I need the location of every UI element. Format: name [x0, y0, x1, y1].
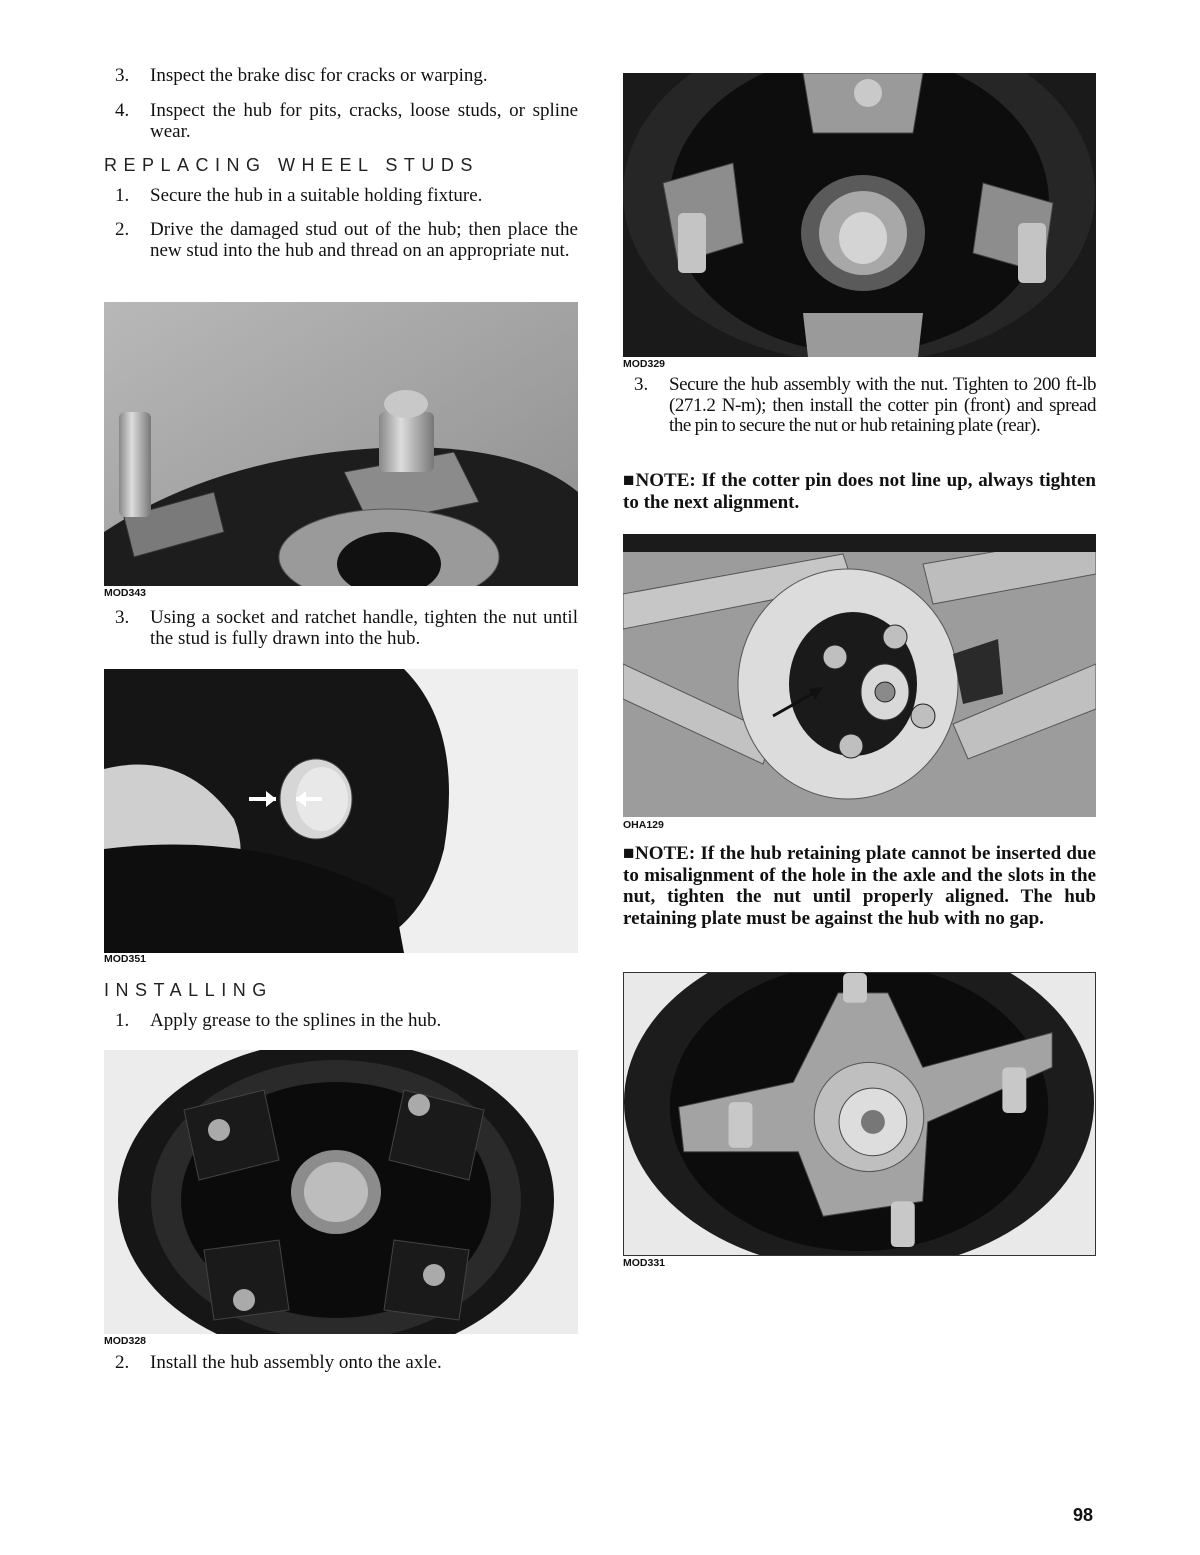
- photo-stud-drawn-into-hub: [104, 669, 578, 953]
- photo-retaining-plate-installed: [623, 972, 1096, 1256]
- step-drive-stud: [115, 220, 578, 261]
- step-number: 3.: [115, 607, 130, 628]
- photo-new-stud-in-hub: [104, 302, 578, 586]
- step-number: 4.: [115, 100, 130, 121]
- step-number: 1.: [115, 1010, 130, 1031]
- step-inspect-hub: [115, 101, 578, 142]
- page-number: 98: [1073, 1505, 1094, 1525]
- step-number: 2.: [115, 219, 130, 240]
- step-number: 3.: [634, 374, 649, 395]
- photo-grease-splines: [104, 1050, 578, 1334]
- step-text: Using a socket and ratchet handle, tighten the nut until the stud is fully drawn into the hub.: [150, 607, 578, 649]
- note-cotter-pin: ■NOTE: If the cotter pin does not line up, always tighten to the next alignment.: [623, 470, 1096, 513]
- photo-caption: MOD343: [104, 587, 147, 599]
- note-hub-retaining-plate: ■NOTE: If the hub retaining plate cannot be inserted due to misalignment of the hole in the axle and the slots in the nut, tighten the nut until properly aligned. The hub retaining plate must be against the hub with no gap.: [623, 843, 1096, 929]
- step-text: Inspect the hub for pits, cracks, loose studs, or spline wear.: [150, 100, 578, 142]
- photo-hub-on-axle: [623, 73, 1096, 357]
- illustration-hub-retaining-plate: [623, 534, 1096, 817]
- photo-caption: MOD328: [104, 1335, 147, 1347]
- step-text: Drive the damaged stud out of the hub; then place the new stud into the hub and thread on an appropriate nut.: [150, 219, 578, 261]
- photo-caption: MOD351: [104, 953, 147, 965]
- step-text: Install the hub assembly onto the axle.: [150, 1352, 442, 1373]
- step-text: Inspect the brake disc for cracks or warping.: [150, 65, 488, 86]
- step-number: 3.: [115, 65, 130, 86]
- section-heading-replacing-wheel-studs: REPLACING WHEEL STUDS: [104, 155, 479, 175]
- section-heading-installing: INSTALLING: [104, 980, 273, 1000]
- step-text: Secure the hub in a suitable holding fixture.: [150, 185, 483, 206]
- step-tighten-stud-nut: [115, 608, 578, 649]
- step-inspect-brake-disc: [115, 66, 578, 87]
- step-secure-hub-nut: [634, 375, 1096, 437]
- step-secure-hub-fixture: [115, 186, 578, 207]
- photo-caption: OHA129: [623, 819, 664, 831]
- photo-caption: MOD331: [623, 1257, 666, 1269]
- step-apply-grease: [115, 1011, 578, 1032]
- step-number: 1.: [115, 185, 130, 206]
- step-text: Apply grease to the splines in the hub.: [150, 1010, 442, 1031]
- step-number: 2.: [115, 1352, 130, 1373]
- photo-caption: MOD329: [623, 358, 666, 370]
- step-text: Secure the hub assembly with the nut. Tighten to 200 ft-lb (271.2 N-m); then install the cotter pin (front) and spread the pin to secure the nut or hub retaining plate (rear).: [669, 374, 1096, 436]
- step-install-hub-assembly: [115, 1353, 578, 1374]
